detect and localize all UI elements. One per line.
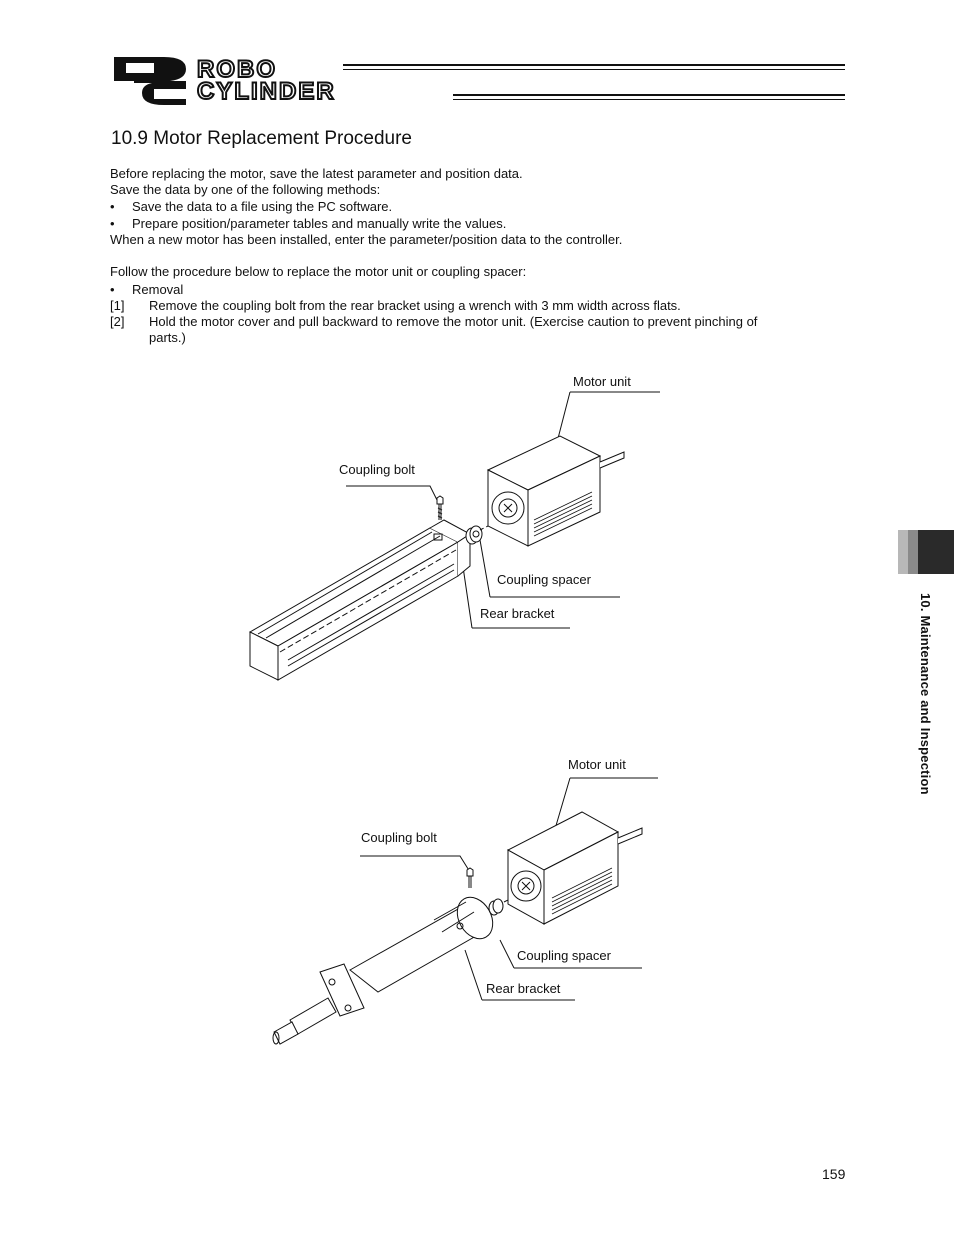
fig1-coupling-spacer-label: Coupling spacer bbox=[497, 572, 591, 587]
header-rule-top bbox=[343, 64, 845, 66]
intro-line-2: Save the data by one of the following methods: bbox=[110, 182, 381, 197]
chapter-side-label: 10. Maintenance and Inspection bbox=[918, 593, 933, 795]
step-1 bbox=[110, 298, 681, 315]
bullet-text: Save the data to a file using the PC software. bbox=[132, 199, 393, 214]
fig2-rear-bracket-label: Rear bracket bbox=[486, 981, 561, 996]
chapter-tab bbox=[918, 530, 954, 574]
list-item bbox=[110, 282, 183, 299]
bullet-icon: • bbox=[110, 282, 115, 297]
step-2 bbox=[110, 314, 757, 331]
step-number: [1] bbox=[110, 298, 125, 313]
coupling-spacer bbox=[489, 899, 503, 915]
bullet-icon: • bbox=[110, 199, 115, 214]
section-title: 10.9 Motor Replacement Procedure bbox=[111, 128, 412, 149]
intro-line-1: Before replacing the motor, save the latest parameter and position data. bbox=[110, 166, 523, 181]
procedure-lead: Follow the procedure below to replace the motor unit or coupling spacer: bbox=[110, 264, 527, 279]
header-rule-bottom bbox=[453, 94, 845, 96]
actuator-body bbox=[273, 891, 500, 1044]
coupling-spacer bbox=[466, 526, 482, 544]
header-rule-bottom-2 bbox=[453, 99, 845, 100]
removal-label: Removal bbox=[132, 282, 184, 297]
motor-unit bbox=[488, 436, 624, 546]
fig1-motor-unit-label: Motor unit bbox=[573, 374, 631, 389]
figure-2-rod-actuator bbox=[260, 760, 670, 1050]
actuator-body bbox=[250, 520, 470, 680]
logo-text-robo: ROBO bbox=[197, 56, 277, 83]
header-rule-top-2 bbox=[343, 69, 845, 70]
figure-1-slider-actuator bbox=[240, 370, 680, 700]
step-number: [2] bbox=[110, 314, 125, 329]
intro-line-3: When a new motor has been installed, enter the parameter/position data to the controller. bbox=[110, 232, 623, 247]
fig2-coupling-bolt-label: Coupling bolt bbox=[361, 830, 437, 845]
rc-logo-icon bbox=[112, 55, 190, 107]
step-2-continued: parts.) bbox=[149, 330, 186, 345]
chapter-tab-shade-light bbox=[898, 530, 908, 574]
list-item bbox=[110, 216, 506, 233]
list-item bbox=[110, 199, 392, 216]
fig1-coupling-bolt-label: Coupling bolt bbox=[339, 462, 415, 477]
fig2-coupling-spacer-label: Coupling spacer bbox=[517, 948, 611, 963]
fig2-motor-unit-label: Motor unit bbox=[568, 757, 626, 772]
fig1-rear-bracket-label: Rear bracket bbox=[480, 606, 555, 621]
motor-unit bbox=[508, 812, 642, 924]
bullet-icon: • bbox=[110, 216, 115, 231]
step-text: Hold the motor cover and pull backward to remove the motor unit. (Exercise caution to prevent pinching of bbox=[149, 314, 758, 329]
bullet-text: Prepare position/parameter tables and manually write the values. bbox=[132, 216, 507, 231]
logo-text-cylinder: CYLINDER bbox=[197, 78, 336, 105]
coupling-bolt bbox=[437, 496, 443, 520]
page-number: 159 bbox=[822, 1166, 846, 1182]
coupling-bolt bbox=[467, 868, 473, 888]
step-text: Remove the coupling bolt from the rear bracket using a wrench with 3 mm width across flats. bbox=[149, 298, 681, 313]
